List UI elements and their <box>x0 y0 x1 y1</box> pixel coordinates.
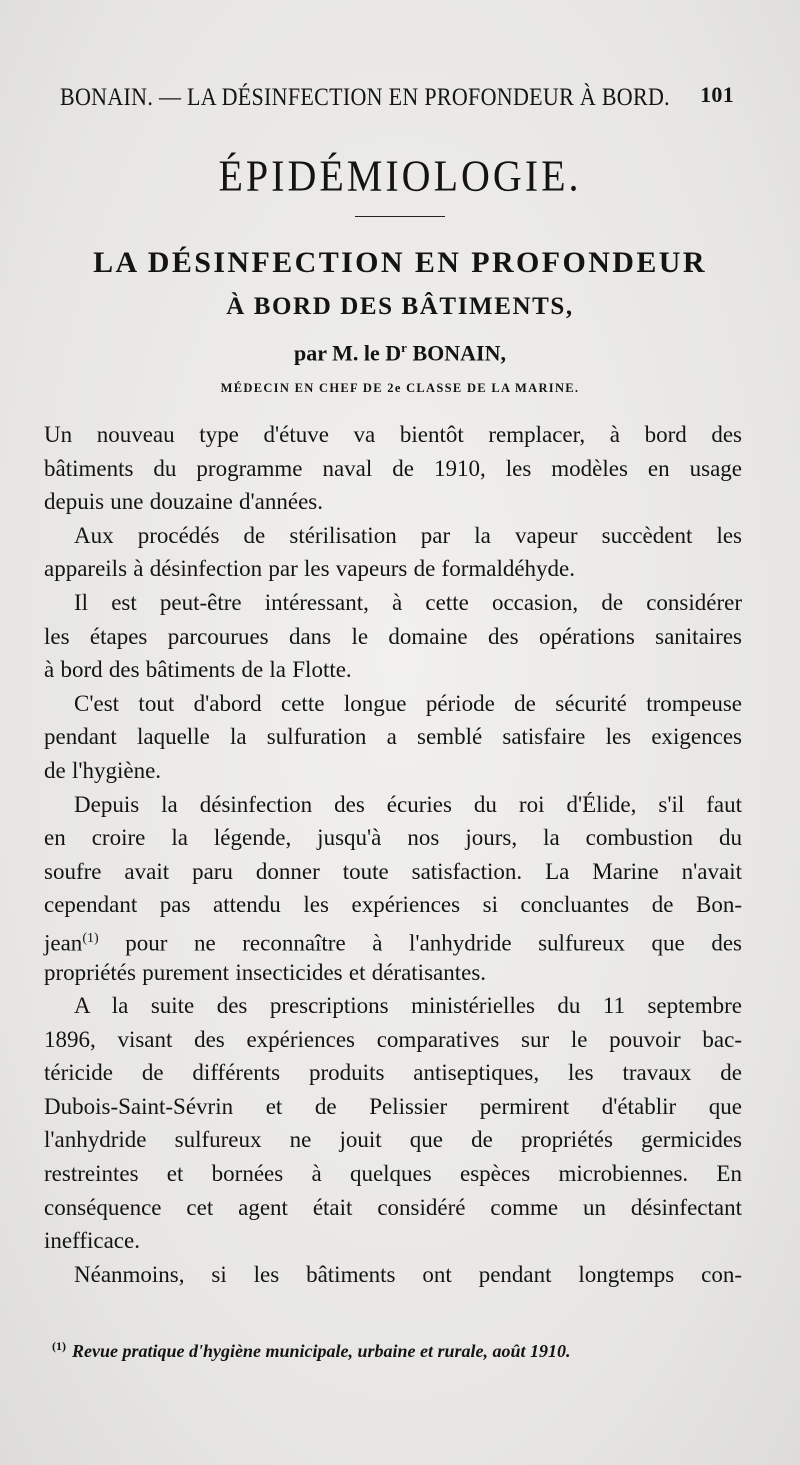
text-line: soufre avait paru donner toute satisfaction. La Marine n'avait <box>44 858 742 884</box>
footnote <box>52 1339 752 1362</box>
text-line: restreintes et bornées à quelques espèces microbiennes. En <box>44 1161 742 1187</box>
text-line: en croire la légende, jusqu'à nos jours, la combustion du <box>44 825 742 851</box>
text-line: téricide de différents produits antiseptiques, les travaux de <box>44 1060 742 1086</box>
body-text <box>44 418 742 1291</box>
footnote-reference: (1) <box>82 930 99 946</box>
byline-sup: r <box>401 340 407 355</box>
text-line-end: pour ne reconnaître à l'anhydride sulfureux que des <box>98 930 742 956</box>
text-line: A la suite des prescriptions ministérielles du 11 septembre <box>74 993 742 1019</box>
article-title-line-2: À BORD DES BÂTIMENTS, <box>226 293 574 320</box>
running-head <box>60 82 740 116</box>
byline <box>0 340 800 366</box>
text-line: Depuis la désinfection des écuries du roi d'Élide, s'il faut <box>74 791 742 817</box>
text-line: de l'hygiène. <box>44 757 162 783</box>
text-line: Néanmoins, si les bâtiments ont pendant longtemps con- <box>74 1261 742 1287</box>
text-line: conséquence cet agent était considéré comme un désinfectant <box>44 1194 742 1220</box>
footnote-mark: (1) <box>52 1339 66 1353</box>
author-affiliation: MÉDECIN EN CHEF DE 2e CLASSE DE LA MARINE. <box>220 381 580 395</box>
text-line: appareils à désinfection par les vapeurs de formaldéhyde. <box>44 556 576 582</box>
text-line: l'anhydride sulfureux ne jouit que de propriétés germicides <box>44 1127 742 1153</box>
text-line: depuis une douzaine d'années. <box>44 489 323 515</box>
text-line: cependant pas attendu les expériences si concluantes de Bon- <box>44 892 742 918</box>
title-divider <box>355 216 445 217</box>
text-line-start: jean <box>44 930 83 956</box>
text-line: Aux procédés de stérilisation par la vapeur succèdent les <box>74 522 742 548</box>
text-line: à bord des bâtiments de la Flotte. <box>44 657 352 683</box>
text-line: 1896, visant des expériences comparatives sur le pouvoir bac- <box>44 1026 742 1052</box>
text-line <box>44 922 742 956</box>
text-line: Il est peut-être intéressant, à cette occasion, de considérer <box>74 589 742 615</box>
text-line: pendant laquelle la sulfuration a semblé satisfaire les exigences <box>44 724 742 750</box>
byline-prefix: par M. le D <box>294 340 402 366</box>
text-line: les étapes parcourues dans le domaine des opérations sanitaires <box>44 623 742 649</box>
author-name: BONAIN, <box>412 340 506 366</box>
text-line: bâtiments du programme naval de 1910, les modèles en usage <box>44 455 742 481</box>
text-line: propriétés purement insecticides et dératisantes. <box>44 959 487 985</box>
page-number: 101 <box>700 82 734 107</box>
text-line: C'est tout d'abord cette longue période de sécurité trompeuse <box>74 690 742 716</box>
article-title-line-1: LA DÉSINFECTION EN PROFONDEUR <box>93 246 707 279</box>
section-title: ÉPIDÉMIOLOGIE. <box>218 150 582 201</box>
text-line: Un nouveau type d'étuve va bientôt remplacer, à bord des <box>44 422 742 447</box>
footnote-text: Revue pratique d'hygiène municipale, urbaine et rurale, août 1910. <box>72 1341 571 1361</box>
text-line: Dubois-Saint-Sévrin et de Pelissier permirent d'établir que <box>44 1093 742 1119</box>
running-title: BONAIN. — LA DÉSINFECTION EN PROFONDEUR À BORD. <box>60 82 670 111</box>
text-line: inefficace. <box>44 1228 140 1254</box>
